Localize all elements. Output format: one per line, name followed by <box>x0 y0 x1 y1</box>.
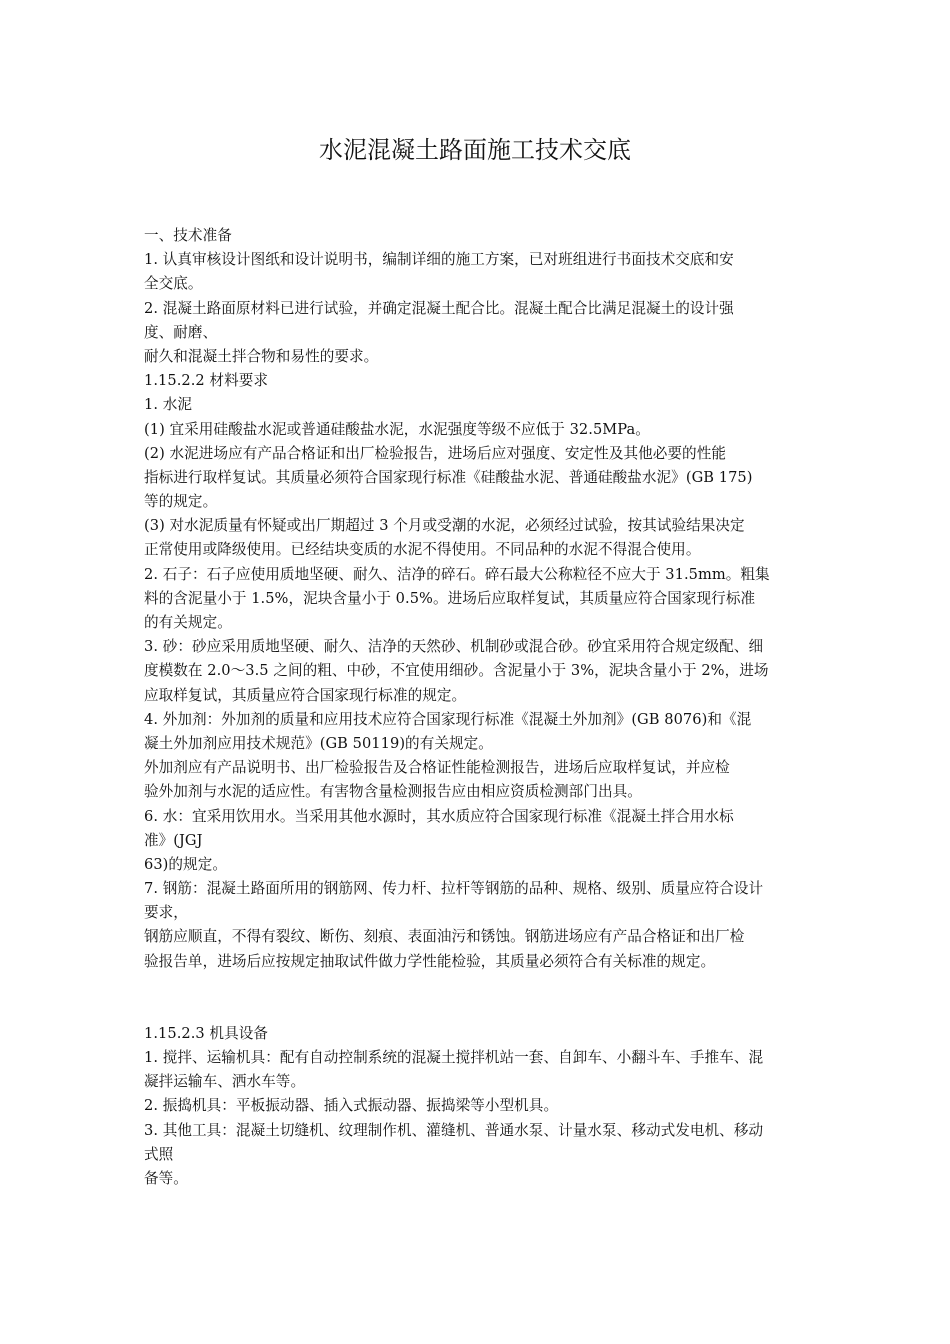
text-line: 凝土外加剂应用技术规范》(GB 50119)的有关规定。 <box>144 734 493 752</box>
text-line: (1) 宜采用硅酸盐水泥或普通硅酸盐水泥，水泥强度等级不应低于 32.5MPa。 <box>144 420 650 438</box>
document-title: 水泥混凝土路面施工技术交底 <box>319 136 631 164</box>
text-line: 2. 石子：石子应使用质地坚硬、耐久、洁净的碎石。碎石最大公称粒径不应大于 31.5mm。粗集 <box>144 565 770 583</box>
section-equipment <box>144 1022 810 1191</box>
text-line: 1. 搅拌、运输机具：配有自动控制系统的混凝土搅拌机站一套、自卸车、小翻斗车、手推车、混 <box>144 1049 764 1066</box>
text-line: 1. 水泥 <box>144 396 193 414</box>
text-line: 1. 认真审核设计图纸和设计说明书，编制详细的施工方案，已对班组进行书面技术交底和安 <box>144 251 734 269</box>
document-body <box>144 224 810 1191</box>
text-line: 等的规定。 <box>144 493 218 511</box>
text-line: 一、技术准备 <box>144 227 232 244</box>
text-line: 指标进行取样复试。其质量必须符合国家现行标准《硅酸盐水泥、普通硅酸盐水泥》(GB 175) <box>144 468 753 486</box>
text-line: 2. 振捣机具：平板振动器、插入式振动器、振捣梁等小型机具。 <box>144 1097 559 1115</box>
text-line: 正常使用或降级使用。已经结块变质的水泥不得使用。不同品种的水泥不得混合使用。 <box>144 541 701 559</box>
text-line: 3. 其他工具：混凝土切缝机、纹理制作机、灌缝机、普通水泵、计量水泵、移动式发电机、移动 <box>144 1121 764 1139</box>
section-technical-prep-materials <box>144 224 810 974</box>
text-line: 要求， <box>144 904 188 922</box>
text-line: 全交底。 <box>144 275 203 293</box>
section-heading: 1.15.2.3 机具设备 <box>144 1024 269 1042</box>
text-line: 式照 <box>144 1145 174 1163</box>
text-line: 备等。 <box>144 1169 188 1187</box>
text-line: 3. 砂：砂应采用质地坚硬、耐久、洁净的天然砂、机制砂或混合砂。砂宜采用符合规定级配、细 <box>144 638 764 656</box>
text-line: 钢筋应顺直，不得有裂纹、断伤、刻痕、表面油污和锈蚀。钢筋进场应有产品合格证和出厂检 <box>144 928 745 946</box>
section-heading: 1.15.2.2 材料要求 <box>144 372 269 390</box>
text-line: 验外加剂与水泥的适应性。有害物含量检测报告应由相应资质检测部门出具。 <box>144 783 642 801</box>
text-line: 料的含泥量小于 1.5%，泥块含量小于 0.5%。进场后应取样复试，其质量应符合国家现行标准 <box>144 589 756 607</box>
text-line: 外加剂应有产品说明书、出厂检验报告及合格证性能检测报告，进场后应取样复试，并应检 <box>144 759 730 777</box>
text-line: 63)的规定。 <box>144 855 227 873</box>
section-spacer <box>144 974 810 1022</box>
text-line: 7. 钢筋：混凝土路面所用的钢筋网、传力杆、拉杆等钢筋的品种、规格、级别、质量应符合设计 <box>144 880 764 898</box>
text-line: (2) 水泥进场应有产品合格证和出厂检验报告，进场后应对强度、安定性及其他必要的性能 <box>144 444 726 462</box>
text-line: 验报告单，进场后应按规定抽取试件做力学性能检验，其质量必须符合有关标准的规定。 <box>144 952 716 970</box>
text-line: 度、耐磨、 <box>144 323 218 341</box>
text-line: 度模数在 2.0～3.5 之间的粗、中砂，不宜使用细砂。含泥量小于 3%，泥块含量小于 2%，进场 <box>144 662 769 680</box>
text-line: 的有关规定。 <box>144 614 232 631</box>
text-line: 耐久和混凝土拌合物和易性的要求。 <box>144 347 379 365</box>
text-line: (3) 对水泥质量有怀疑或出厂期超过 3 个月或受潮的水泥，必须经过试验，按其试验结果决定 <box>144 517 745 535</box>
text-line: 6. 水：宜采用饮用水。当采用其他水源时，其水质应符合国家现行标准《混凝土拌合用水标 <box>144 807 734 825</box>
text-line: 2. 混凝土路面原材料已进行试验，并确定混凝土配合比。混凝土配合比满足混凝土的设计强 <box>144 299 734 317</box>
text-line: 应取样复试，其质量应符合国家现行标准的规定。 <box>144 686 467 704</box>
text-line: 准》(JGJ <box>144 831 203 849</box>
text-line: 凝拌运输车、洒水车等。 <box>144 1073 306 1091</box>
text-line: 4. 外加剂：外加剂的质量和应用技术应符合国家现行标准《混凝土外加剂》(GB 8076)和《混 <box>144 710 752 728</box>
